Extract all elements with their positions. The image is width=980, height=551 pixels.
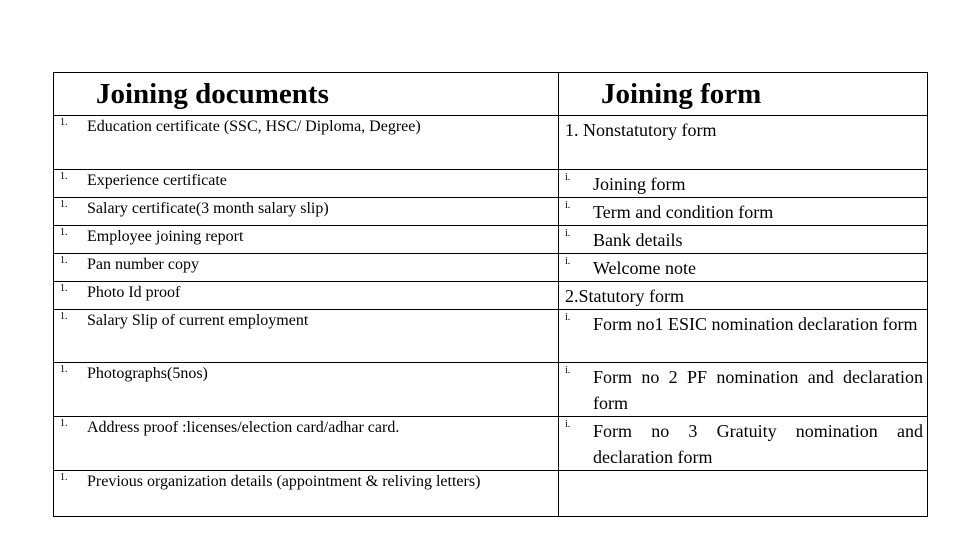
joining-table xyxy=(53,72,928,517)
form-cell xyxy=(559,254,928,282)
form-section-cell xyxy=(559,116,928,170)
document-cell xyxy=(54,254,559,282)
form-label: Welcome note xyxy=(593,258,697,278)
document-label: Employee joining report xyxy=(87,228,244,245)
header-joining-form: Joining form xyxy=(559,73,928,116)
table-row xyxy=(54,198,928,226)
document-cell xyxy=(54,363,559,417)
table-row xyxy=(54,282,928,310)
form-section-cell xyxy=(559,282,928,310)
document-label: Pan number copy xyxy=(87,256,199,273)
list-number: i. xyxy=(565,200,571,211)
document-label: Photo Id proof xyxy=(87,284,181,301)
list-number: 1. xyxy=(60,117,68,128)
form-cell xyxy=(559,226,928,254)
document-cell xyxy=(54,170,559,198)
document-cell xyxy=(54,116,559,170)
document-cell xyxy=(54,417,559,471)
document-cell xyxy=(54,282,559,310)
document-cell xyxy=(54,198,559,226)
list-number: 1. xyxy=(60,255,68,266)
list-number: 1. xyxy=(60,472,68,483)
form-label: Joining form xyxy=(593,174,686,194)
document-cell xyxy=(54,471,559,517)
list-number: i. xyxy=(565,172,571,183)
form-cell xyxy=(559,363,928,417)
table-row xyxy=(54,310,928,363)
list-number: 1. xyxy=(60,311,68,322)
list-number: i. xyxy=(565,419,571,430)
header-row xyxy=(54,73,928,116)
list-number: 1. xyxy=(60,364,68,375)
document-label: Address proof :licenses/election card/adhar card. xyxy=(87,419,400,436)
form-cell xyxy=(559,417,928,471)
list-number: 1. xyxy=(60,199,68,210)
form-label: Form no 2 PF nomination and declaration form xyxy=(593,367,923,413)
table-row xyxy=(54,471,928,517)
form-label: Form no1 ESIC nomination declaration form xyxy=(593,314,918,334)
form-cell xyxy=(559,170,928,198)
document-label: Previous organization details (appointment & reliving letters) xyxy=(87,473,481,490)
form-label: Term and condition form xyxy=(593,202,774,222)
section-title-nonstatutory: 1. Nonstatutory form xyxy=(565,120,717,140)
document-cell xyxy=(54,310,559,363)
document-label: Salary certificate(3 month salary slip) xyxy=(87,200,329,217)
table-row xyxy=(54,226,928,254)
table-row xyxy=(54,116,928,170)
section-title-statutory: 2.Statutory form xyxy=(565,286,684,306)
document-label: Experience certificate xyxy=(87,172,227,189)
form-cell xyxy=(559,198,928,226)
list-number: 1. xyxy=(60,418,68,429)
table-row xyxy=(54,254,928,282)
list-number: i. xyxy=(565,312,571,323)
header-joining-documents: Joining documents xyxy=(54,73,559,116)
list-number: i. xyxy=(565,256,571,267)
list-number: 1. xyxy=(60,227,68,238)
document-label: Education certificate (SSC, HSC/ Diploma, Degree) xyxy=(87,118,421,135)
form-label: Form no 3 Gratuity nomination and declaration form xyxy=(593,421,923,467)
list-number: i. xyxy=(565,228,571,239)
empty-cell xyxy=(559,471,928,517)
document-cell xyxy=(54,226,559,254)
table-row xyxy=(54,417,928,471)
table-row xyxy=(54,363,928,417)
form-label: Bank details xyxy=(593,230,683,250)
list-number: 1. xyxy=(60,283,68,294)
table-row xyxy=(54,170,928,198)
document-label: Photographs(5nos) xyxy=(87,365,208,382)
list-number: i. xyxy=(565,365,571,376)
list-number: 1. xyxy=(60,171,68,182)
form-cell xyxy=(559,310,928,363)
document-label: Salary Slip of current employment xyxy=(87,312,309,329)
